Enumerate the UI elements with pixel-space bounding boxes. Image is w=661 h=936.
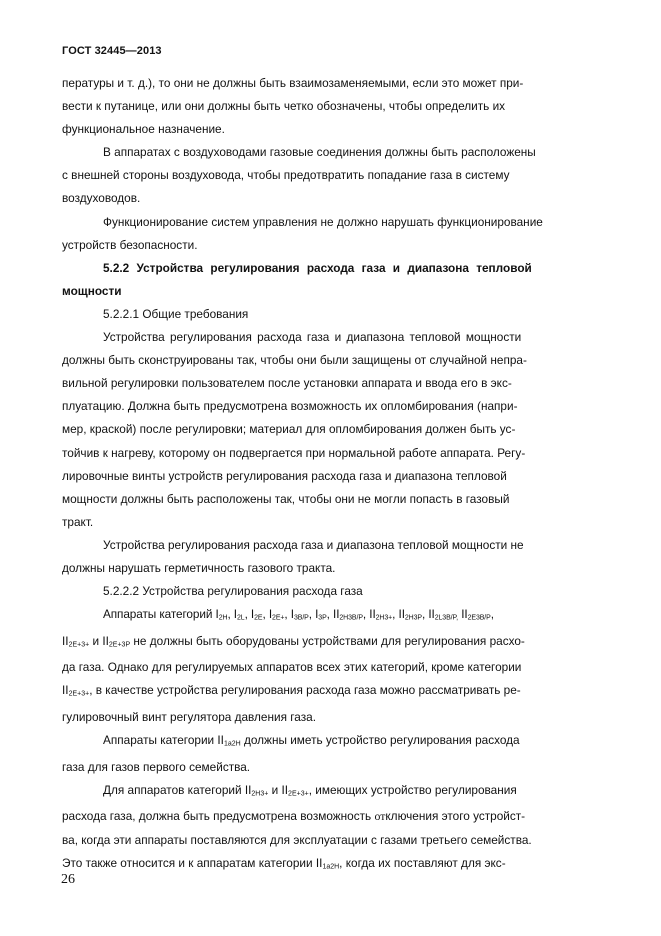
document-header: ГОСТ 32445—2013	[62, 45, 162, 57]
text-line: да газа. Однако для регулируемых аппаратов всех этих категорий, кроме категории	[62, 660, 522, 675]
text-line: Устройства регулирования расхода газа и диапазона тепловой мощности	[103, 330, 522, 345]
page-number: 26	[61, 872, 75, 887]
text-line: воздуховодов.	[62, 191, 141, 206]
text-line: Устройства регулирования расхода газа и диапазона тепловой мощности не	[103, 537, 524, 552]
section-heading	[62, 257, 598, 303]
text-line: $II_{2E+3+}$ и $II_{2E+3P}$ не должны быть оборудованы устройствами для регулирования расхо-	[62, 633, 525, 649]
text-line: вести к путанице, или они должны быть четко обозначены, чтобы определить их	[62, 99, 506, 114]
document-body	[62, 72, 598, 878]
text-line: Аппараты категории $II_{1a2H}$ должны иметь устройство регулирования расхода	[103, 733, 520, 748]
subsection-heading: 5.2.2.1 Общие требования	[103, 306, 249, 321]
text-line: гулировочный винт регулятора давления газа.	[62, 710, 316, 725]
text-line: тракт.	[62, 514, 94, 529]
text-line: В аппаратах с воздуховодами газовые соединения должны быть расположены	[103, 145, 536, 160]
text-line: должны быть сконструированы так, чтобы они были защищены от случайной непра-	[62, 353, 527, 368]
paragraph	[62, 141, 598, 210]
paragraph	[62, 779, 598, 878]
paragraph	[62, 326, 598, 534]
paragraph	[62, 603, 598, 729]
text-line: расхода газа, должна быть предусмотрена возможность отключения этого устройст-	[62, 809, 526, 824]
text-line: функциональное назначение.	[62, 122, 225, 137]
text-line: Это также относится и к аппаратам категории $II_{1a2H}$, когда их поставляют для экс-	[62, 855, 506, 871]
text-line: Для аппаратов категорий $II_{2H3+}$ и $II_{2E+3+}$, имеющих устройство регулирования	[103, 782, 517, 798]
paragraph	[62, 534, 598, 580]
text-line: с внешней стороны воздуховода, чтобы предотвратить попадание газа в систему	[62, 168, 510, 183]
text-line: Аппараты категорий $I_{2H}$, $I_{2L}$, $I_{2E}$, $I_{2E+}$, $I_{3B/P}$, $I_{3P}$, $II_{2H3B/P}$, $II_{2H3+}$, $II_{2H3P}$, $II_{2L3B/P,}$ $II_{2E3B/P}$,	[103, 607, 494, 622]
text-line: мощности должны быть расположены так, чтобы они не могли попасть в газовый	[62, 491, 510, 506]
text-line: Функционирование систем управления не должно нарушать функционирование	[103, 214, 543, 229]
text-line: должны нарушать герметичность газового тракта.	[62, 560, 336, 575]
text-line: пературы и т. д.), то они не должны быть взаимозаменяемыми, если это может при-	[62, 76, 524, 90]
text-line: плуатацию. Должна быть предусмотрена возможность их опломбирования (напри-	[62, 399, 518, 414]
subsection-heading: 5.2.2.2 Устройства регулирования расхода газа	[103, 584, 363, 599]
text-line: газа для газов первого семейства.	[62, 759, 251, 774]
text-line: $II_{2E+3+}$, в качестве устройства регулирования расхода газа можно рассматривать ре-	[62, 683, 521, 698]
heading-line: 5.2.2 Устройства регулирования расхода газа и диапазона тепловой	[103, 260, 532, 275]
text-line: тойчив к нагреву, которому он подвергается при нормальной работе аппарата. Регу-	[62, 445, 526, 460]
text-line: мер, краской) после регулировки; материал для опломбирования должен быть ус-	[62, 422, 516, 437]
text-line: вильной регулировки пользователем после установки аппарата и ввода его в экс-	[62, 376, 512, 391]
text-line: устройств безопасности.	[62, 237, 198, 252]
heading-line: мощности	[62, 283, 122, 298]
text-line: лировочные винты устройств регулирования расхода газа и диапазона тепловой	[62, 468, 507, 483]
paragraph	[62, 729, 598, 779]
paragraph	[62, 211, 598, 257]
text-line: ва, когда эти аппараты поставляются для эксплуатации с газами третьего семейства.	[62, 832, 532, 847]
paragraph	[62, 72, 598, 141]
